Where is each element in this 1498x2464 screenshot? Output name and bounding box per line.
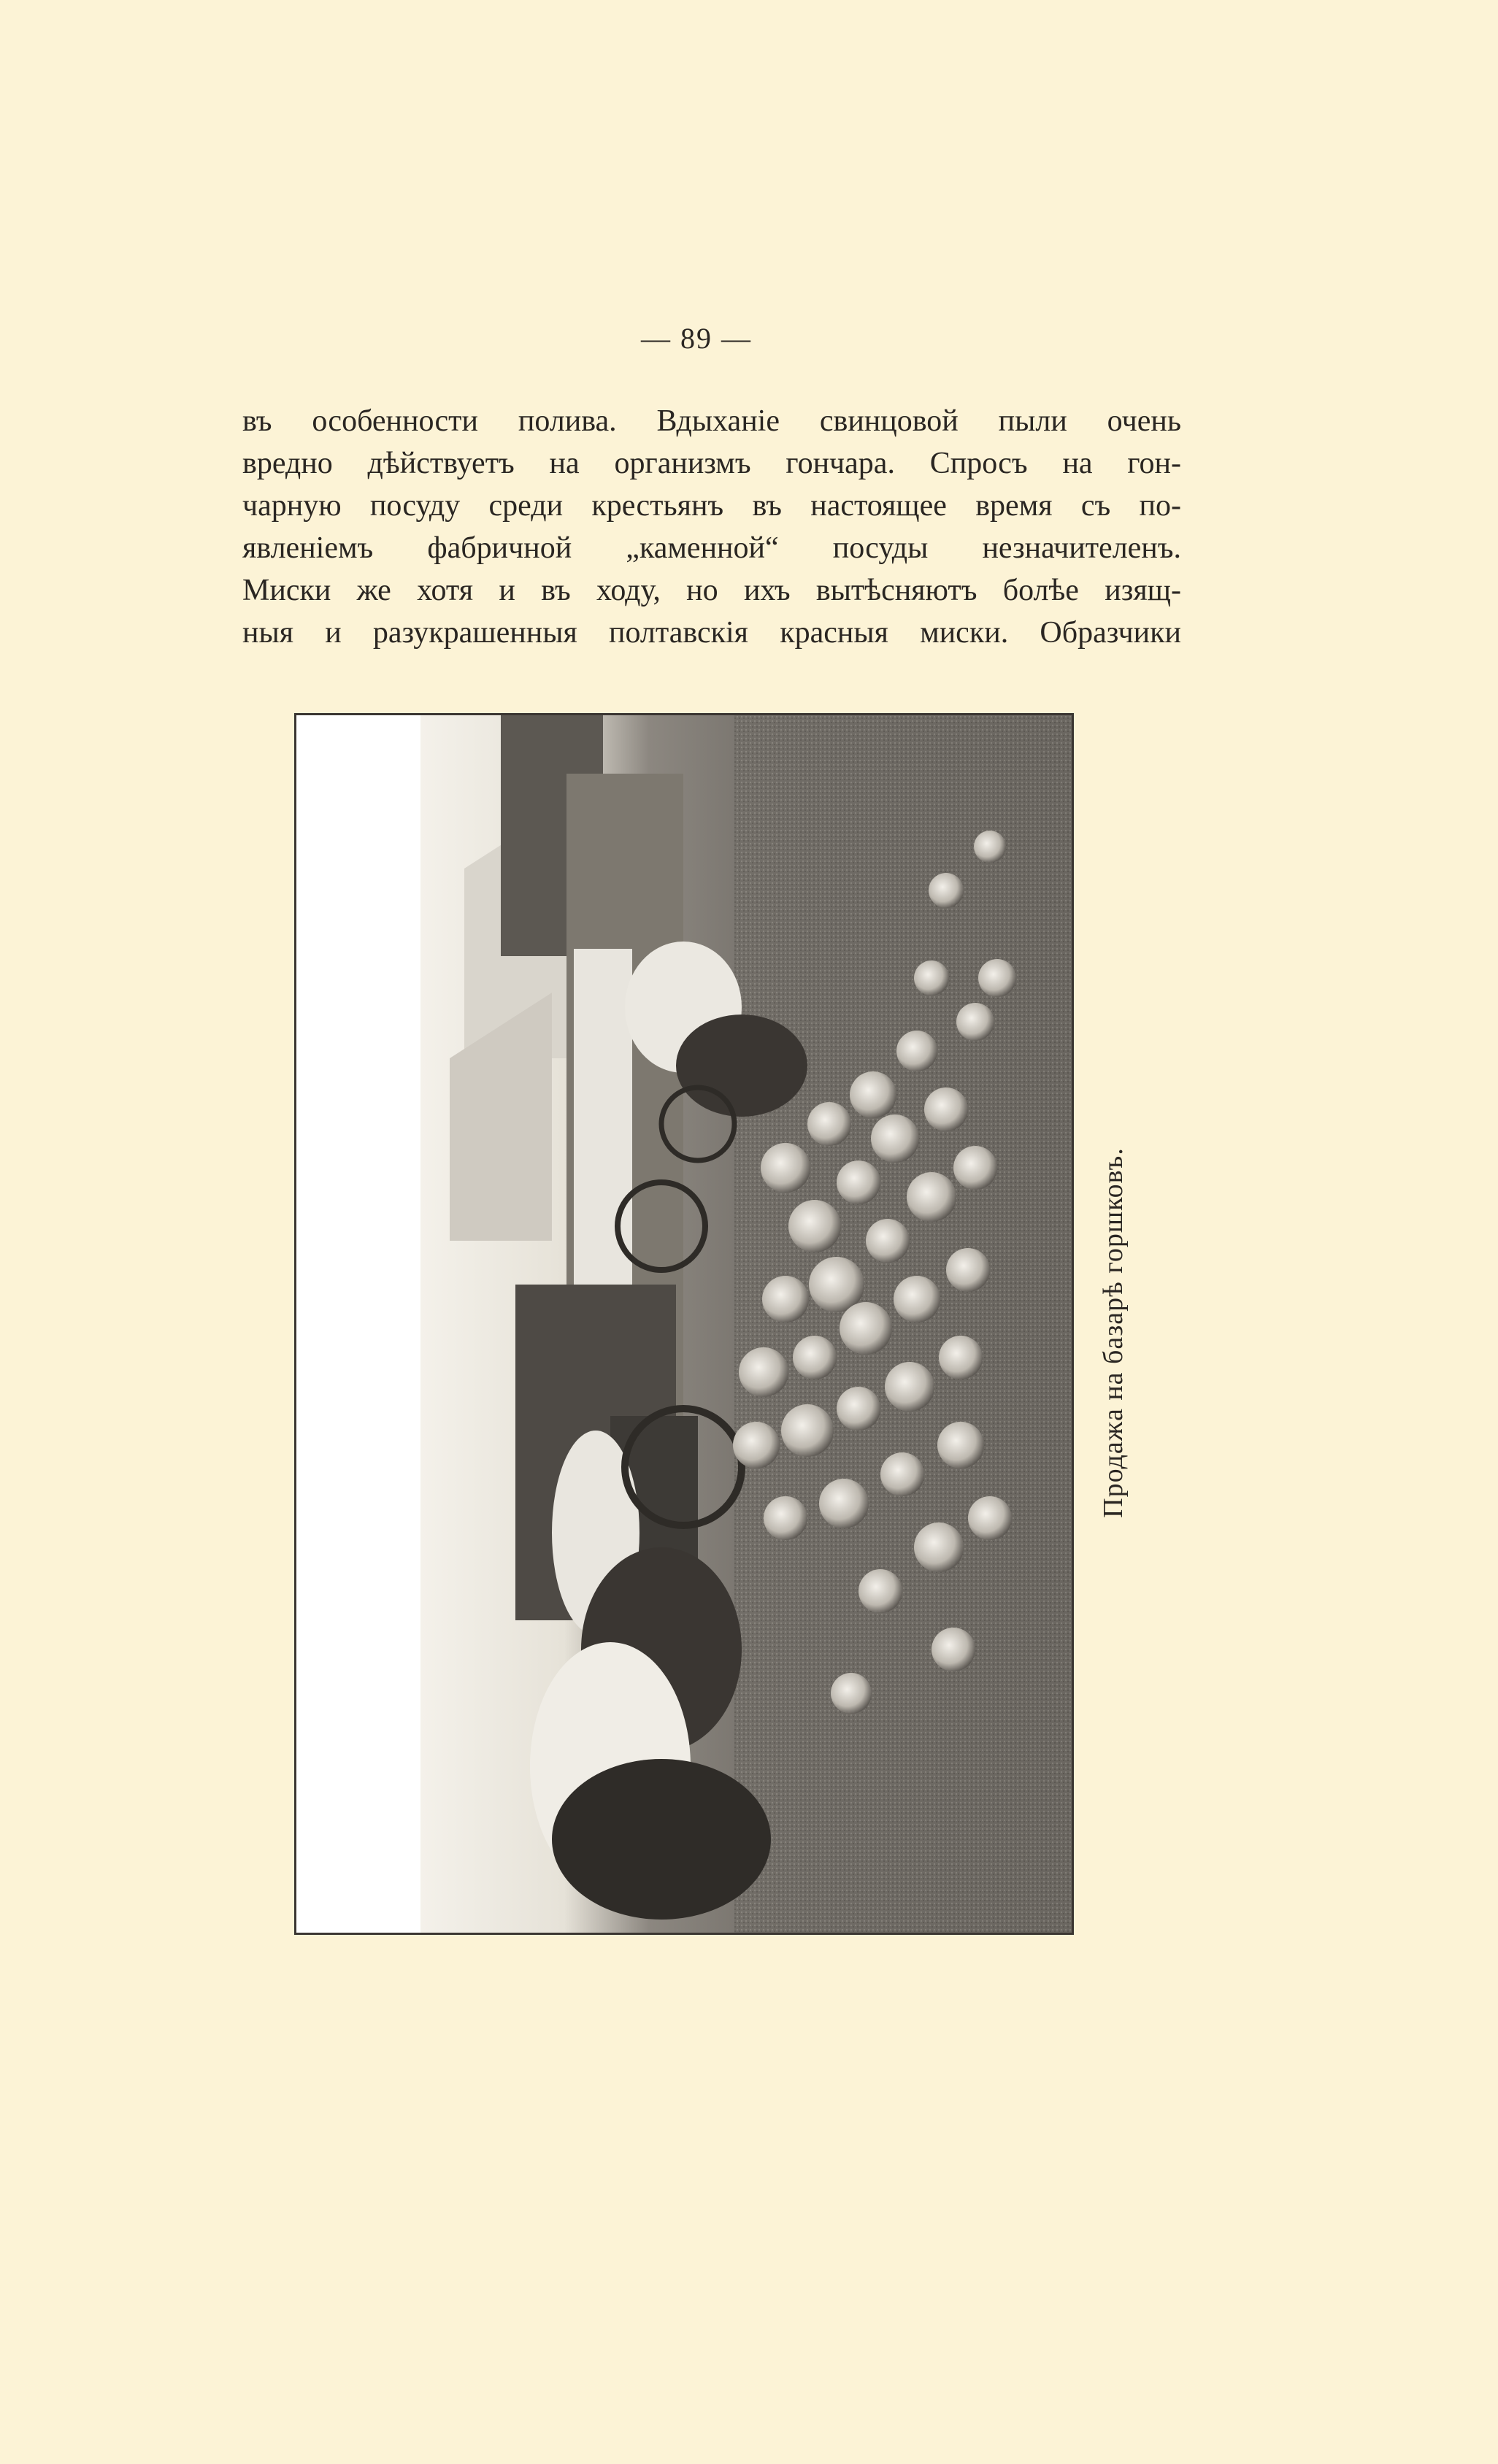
text-line: ныя и разукрашенныя полтавскія красныя миски. Образчики <box>242 616 1181 650</box>
text-line: явленіемъ фабричной „каменной“ посуды незначителенъ. <box>242 531 1181 565</box>
photo-image <box>420 715 1074 1933</box>
body-paragraph <box>242 400 1181 654</box>
text-line: Миски же хотя и въ ходу, но ихъ вытѣсняютъ болѣе изящ- <box>242 574 1181 607</box>
page-number: — 89 — <box>641 322 752 355</box>
text-line: вредно дѣйствуетъ на организмъ гончара. Спросъ на гон- <box>242 447 1181 480</box>
text-line: чарную посуду среди крестьянъ въ настоящее время съ по- <box>242 489 1181 523</box>
figure-caption <box>1099 1128 1128 1537</box>
figure-caption-text: Продажа на базарѣ горшковъ. <box>1098 1147 1129 1518</box>
market-photograph <box>294 713 1074 1935</box>
text-line: въ особенности полива. Вдыханіе свинцовой пыли очень <box>242 404 1181 438</box>
